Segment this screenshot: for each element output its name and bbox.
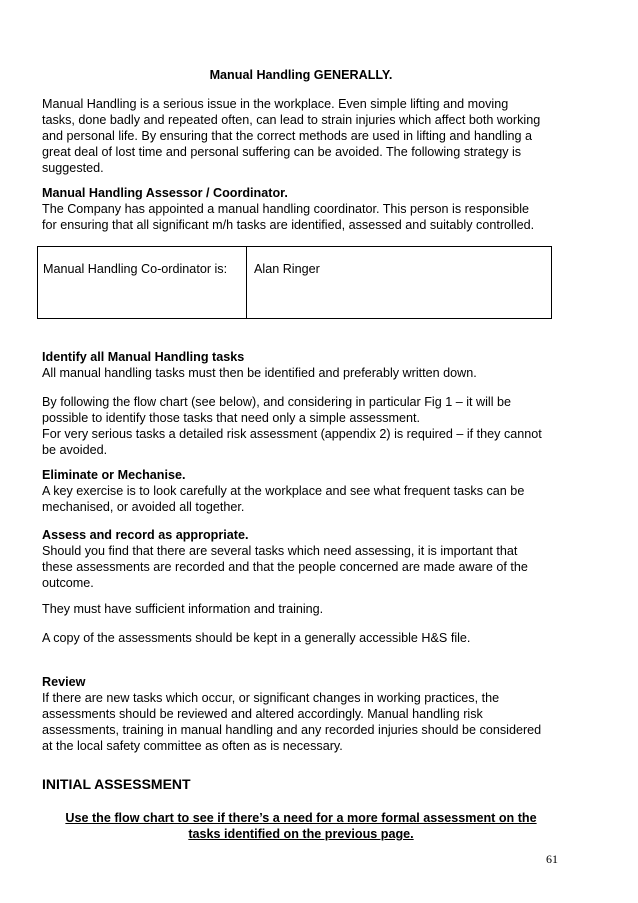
intro-line: great deal of lost time and personal suffering can be avoided. The following strategy is: [42, 145, 522, 159]
flowchart-line: possible to identify those tasks that need only a simple assessment.: [42, 411, 421, 425]
intro-paragraph: [42, 96, 562, 176]
eliminate-line: A key exercise is to look carefully at the workplace and see what frequent tasks can be: [42, 484, 525, 498]
identify-heading: Identify all Manual Handling tasks: [42, 350, 245, 364]
review-line: If there are new tasks which occur, or significant changes in working practices, the: [42, 691, 500, 705]
coordinator-name: Alan Ringer: [254, 262, 320, 276]
flow-note-line: tasks identified on the previous page.: [188, 827, 414, 841]
intro-line: Manual Handling is a serious issue in the workplace. Even simple lifting and moving: [42, 97, 509, 111]
review-section: [42, 674, 562, 754]
intro-line: tasks, done badly and repeated often, can lead to strain injuries which affect both working: [42, 113, 541, 127]
intro-line: suggested.: [42, 161, 104, 175]
identify-line: All manual handling tasks must then be identified and preferably written down.: [42, 366, 477, 380]
eliminate-heading: Eliminate or Mechanise.: [42, 468, 186, 482]
flowchart-line: For very serious tasks a detailed risk assessment (appendix 2) is required – if they cannot: [42, 427, 542, 441]
coordinator-label: Manual Handling Co-ordinator is:: [43, 262, 228, 276]
assess-heading: Assess and record as appropriate.: [42, 528, 249, 542]
flowchart-line: By following the flow chart (see below), and considering in particular Fig 1 – it will be: [42, 395, 511, 409]
training-paragraph: [42, 601, 562, 617]
copy-paragraph: [42, 630, 562, 646]
assessor-heading: Manual Handling Assessor / Coordinator.: [42, 186, 288, 200]
identify-section: [42, 349, 562, 381]
flowchart-line: be avoided.: [42, 443, 108, 457]
training-line: They must have sufficient information and training.: [42, 602, 324, 616]
review-line: assessments should be reviewed and altered accordingly. Manual handling risk: [42, 707, 483, 721]
table-divider: [246, 247, 247, 318]
assessor-line: for ensuring that all significant m/h tasks are identified, assessed and suitably controlled.: [42, 218, 535, 232]
assess-section: [42, 527, 562, 591]
page-number: 61: [546, 852, 558, 866]
flow-note-line: Use the flow chart to see if there’s a need for a more formal assessment on the: [65, 811, 537, 825]
flowchart-paragraph: [42, 394, 562, 458]
review-line: at the local safety committee as often as is necessary.: [42, 739, 343, 753]
copy-line: A copy of the assessments should be kept in a generally accessible H&S file.: [42, 631, 471, 645]
flow-chart-note: [42, 810, 560, 842]
eliminate-line: mechanised, or avoided all together.: [42, 500, 245, 514]
review-line: assessments, training in manual handling and any recorded injuries should be considered: [42, 723, 542, 737]
assess-line: Should you find that there are several tasks which need assessing, it is important that: [42, 544, 518, 558]
review-heading: Review: [42, 675, 86, 689]
assessor-line: The Company has appointed a manual handling coordinator. This person is responsible: [42, 202, 530, 216]
intro-line: and personal life. By ensuring that the correct methods are used in lifting and handling a: [42, 129, 533, 143]
page-title: Manual Handling GENERALLY.: [209, 68, 393, 82]
coordinator-table: [37, 246, 552, 319]
assess-line: these assessments are recorded and that the people concerned are made aware of the: [42, 560, 528, 574]
assessor-section: [42, 185, 562, 233]
assess-line: outcome.: [42, 576, 94, 590]
initial-assessment-heading: INITIAL ASSESSMENT: [42, 776, 191, 792]
eliminate-section: [42, 467, 562, 515]
